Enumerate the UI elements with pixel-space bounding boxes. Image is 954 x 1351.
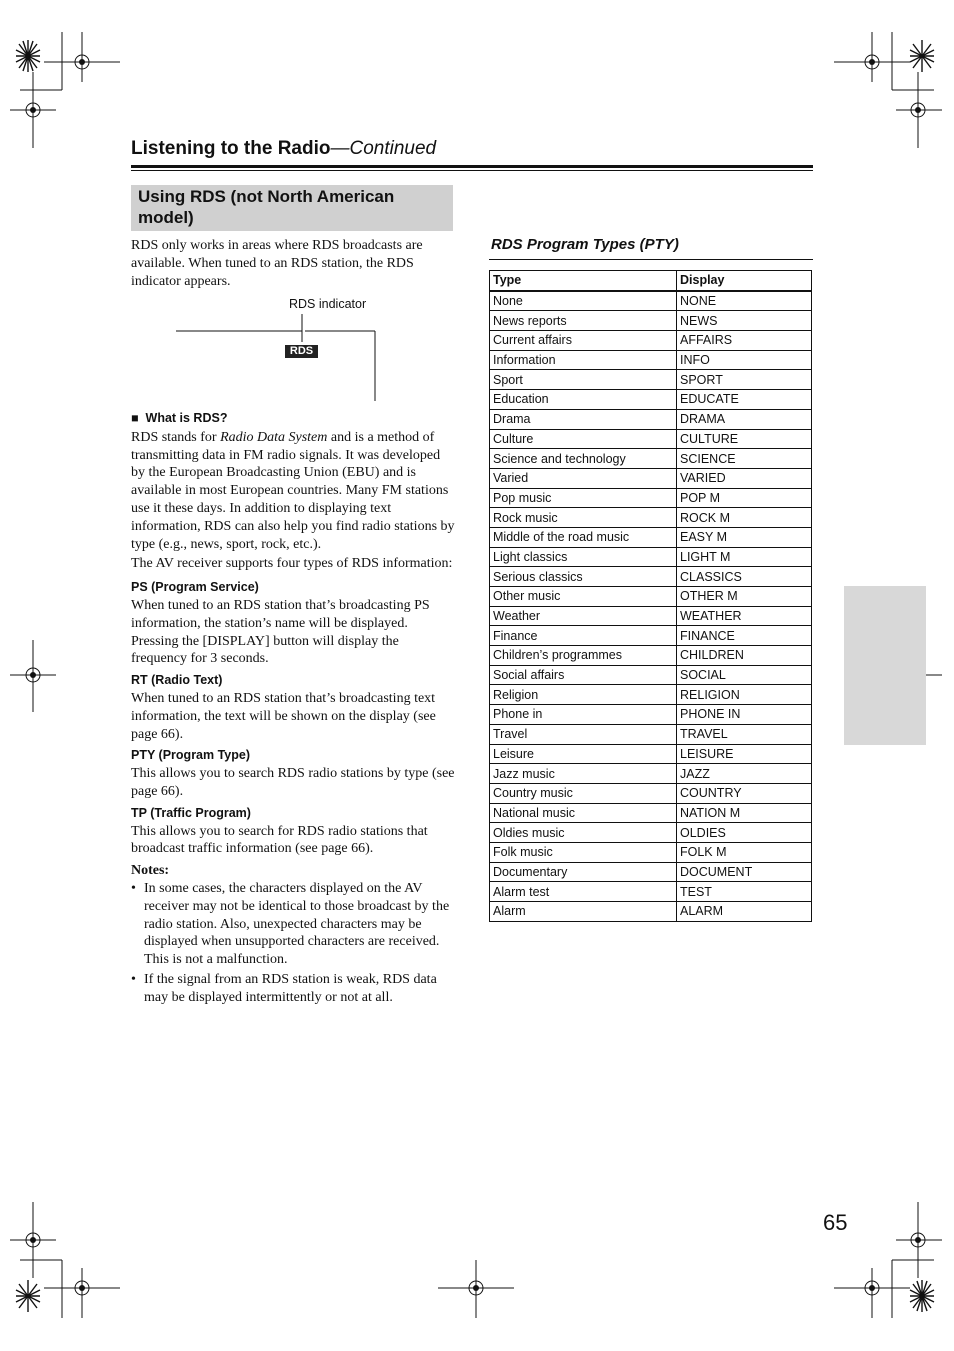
- pty-type-cell: Sport: [490, 370, 677, 390]
- table-row: [490, 390, 812, 410]
- table-row: [490, 587, 812, 607]
- rds-type-pty: [131, 747, 455, 800]
- pty-display-cell: LEISURE: [677, 744, 812, 764]
- rds-type-text: When tuned to an RDS station that’s broadcasting text information, the text will be shown on the display (see page 66).: [131, 690, 436, 742]
- pty-type-cell: Leisure: [490, 744, 677, 764]
- rds-type-heading: TP (Traffic Program): [131, 805, 251, 820]
- rds-type-rt: [131, 672, 455, 743]
- pty-type-cell: Children’s programmes: [490, 646, 677, 666]
- pty-type-cell: Current affairs: [490, 331, 677, 351]
- rds-type-heading: PS (Program Service): [131, 580, 259, 595]
- para1-italic: Radio Data System: [220, 429, 328, 445]
- pty-display-cell: SCIENCE: [677, 449, 812, 469]
- table-row: [490, 803, 812, 823]
- page-header-title: [131, 138, 436, 160]
- pty-display-cell: TRAVEL: [677, 724, 812, 744]
- pty-type-cell: Social affairs: [490, 665, 677, 685]
- table-row: [490, 646, 812, 666]
- table-row: [490, 468, 812, 488]
- pty-type-cell: Pop music: [490, 488, 677, 508]
- pty-type-cell: Light classics: [490, 547, 677, 567]
- pty-display-cell: ALARM: [677, 902, 812, 922]
- pty-type-cell: News reports: [490, 311, 677, 331]
- pty-display-cell: LIGHT M: [677, 547, 812, 567]
- pty-display-cell: COUNTRY: [677, 783, 812, 803]
- pty-display-cell: ROCK M: [677, 508, 812, 528]
- pty-display-cell: INFO: [677, 350, 812, 370]
- table-row: [490, 350, 812, 370]
- pty-display-cell: VARIED: [677, 468, 812, 488]
- pty-table-header-row: [490, 271, 812, 291]
- header-title-text: Listening to the Radio: [131, 138, 331, 159]
- table-row: [490, 626, 812, 646]
- table-row: [490, 783, 812, 803]
- pty-display-cell: POP M: [677, 488, 812, 508]
- pty-display-cell: DRAMA: [677, 409, 812, 429]
- pty-display-cell: NONE: [677, 291, 812, 311]
- column-header-display: Display: [677, 271, 812, 291]
- header-rule: [131, 165, 813, 168]
- para1-before: RDS stands for: [131, 429, 221, 445]
- pty-display-cell: JAZZ: [677, 764, 812, 784]
- table-row: [490, 665, 812, 685]
- pty-display-cell: AFFAIRS: [677, 331, 812, 351]
- pty-display-cell: OLDIES: [677, 823, 812, 843]
- pty-table: [489, 270, 812, 922]
- rds-type-heading: PTY (Program Type): [131, 748, 251, 763]
- para1-after: and is a method of transmitting data in FM radio signals. It was developed by the European Broadcasting Union (EBU) and is available in most European countries. Many FM stations use it these days. In addition to displaying text information, RDS can also help you find radio stations by type (e.g., news, sport, rock, etc.).: [131, 429, 455, 552]
- notes-heading: Notes:: [131, 863, 170, 879]
- pty-type-cell: None: [490, 291, 677, 311]
- table-row: [490, 331, 812, 351]
- pty-type-cell: Culture: [490, 429, 677, 449]
- pty-display-cell: FOLK M: [677, 842, 812, 862]
- pty-type-cell: Travel: [490, 724, 677, 744]
- pty-type-cell: National music: [490, 803, 677, 823]
- table-row: [490, 882, 812, 902]
- table-row: [490, 547, 812, 567]
- pty-display-cell: SOCIAL: [677, 665, 812, 685]
- pty-display-cell: EDUCATE: [677, 390, 812, 410]
- pty-type-cell: Alarm: [490, 902, 677, 922]
- pty-display-cell: FINANCE: [677, 626, 812, 646]
- pty-display-cell: CULTURE: [677, 429, 812, 449]
- pty-display-cell: NEWS: [677, 311, 812, 331]
- pty-type-cell: Alarm test: [490, 882, 677, 902]
- pty-type-cell: Phone in: [490, 705, 677, 725]
- note-item: • If the signal from an RDS station is weak, RDS data may be displayed intermittently or not at all.: [131, 971, 455, 1007]
- section-title: Using RDS (not North American model): [138, 187, 395, 227]
- pty-type-cell: Education: [490, 390, 677, 410]
- intro-paragraph: RDS only works in areas where RDS broadcasts are available. When tuned to an RDS station, the RDS indicator appears.: [131, 238, 423, 289]
- pty-display-cell: WEATHER: [677, 606, 812, 626]
- pty-display-cell: RELIGION: [677, 685, 812, 705]
- pty-display-cell: DOCUMENT: [677, 862, 812, 882]
- what-is-rds-paragraph: [131, 429, 455, 554]
- pty-table-title: RDS Program Types (PTY): [491, 236, 679, 253]
- what-is-rds-heading: [131, 410, 455, 428]
- rds-indicator-label: RDS indicator: [289, 297, 367, 311]
- table-row: [490, 764, 812, 784]
- pty-display-cell: SPORT: [677, 370, 812, 390]
- table-row: [490, 606, 812, 626]
- pty-type-cell: Serious classics: [490, 567, 677, 587]
- table-row: [490, 902, 812, 922]
- table-row: [490, 449, 812, 469]
- rds-type-text: When tuned to an RDS station that’s broadcasting PS information, the station’s name will be displayed. Pressing the [DISPLAY] button will display the frequency for 3 seconds.: [131, 597, 430, 667]
- square-bullet-icon: ■: [131, 411, 139, 425]
- table-row: [490, 409, 812, 429]
- column-header-type: Type: [490, 271, 677, 291]
- pty-type-cell: Weather: [490, 606, 677, 626]
- rds-types-intro: The AV receiver supports four types of RDS information:: [131, 556, 453, 572]
- chapter-side-tab: [844, 586, 926, 745]
- table-row: [490, 527, 812, 547]
- table-row: [490, 311, 812, 331]
- pty-type-cell: Finance: [490, 626, 677, 646]
- pty-type-cell: Science and technology: [490, 449, 677, 469]
- pty-type-cell: Information: [490, 350, 677, 370]
- pty-display-cell: CHILDREN: [677, 646, 812, 666]
- pty-display-cell: EASY M: [677, 527, 812, 547]
- display-diagram: [170, 312, 380, 404]
- pty-title-rule: [489, 259, 813, 260]
- table-row: [490, 508, 812, 528]
- pty-type-cell: Other music: [490, 587, 677, 607]
- table-row: [490, 370, 812, 390]
- header-continued: —Continued: [330, 138, 437, 159]
- pty-type-cell: Varied: [490, 468, 677, 488]
- pty-type-cell: Documentary: [490, 862, 677, 882]
- pty-type-cell: Oldies music: [490, 823, 677, 843]
- page-number: 65: [823, 1210, 848, 1235]
- rds-type-text: This allows you to search RDS radio stations by type (see page 66).: [131, 766, 455, 799]
- pty-type-cell: Middle of the road music: [490, 527, 677, 547]
- table-row: [490, 567, 812, 587]
- pty-type-cell: Folk music: [490, 842, 677, 862]
- table-row: [490, 842, 812, 862]
- rds-indicator-badge: RDS: [285, 345, 318, 358]
- note-item: • In some cases, the characters displayed on the AV receiver may not be identical to those broadcast by the radio station. Also, unexpected characters may be displayed when unsupported characters are received. This is not a malfunction.: [131, 880, 455, 969]
- table-row: [490, 862, 812, 882]
- pty-display-cell: PHONE IN: [677, 705, 812, 725]
- table-row: [490, 724, 812, 744]
- table-row: [490, 705, 812, 725]
- pty-table-body: [490, 291, 812, 922]
- rds-type-heading: RT (Radio Text): [131, 673, 223, 688]
- table-row: [490, 823, 812, 843]
- pty-type-cell: Country music: [490, 783, 677, 803]
- table-row: [490, 685, 812, 705]
- pty-type-cell: Religion: [490, 685, 677, 705]
- notes-section: [131, 862, 455, 1006]
- table-row: [490, 488, 812, 508]
- table-row: [490, 291, 812, 311]
- table-row: [490, 429, 812, 449]
- pty-display-cell: CLASSICS: [677, 567, 812, 587]
- pty-display-cell: NATION M: [677, 803, 812, 823]
- pty-type-cell: Jazz music: [490, 764, 677, 784]
- table-row: [490, 744, 812, 764]
- rds-type-text: This allows you to search for RDS radio stations that broadcast traffic information (see page 66).: [131, 823, 428, 857]
- pty-display-cell: TEST: [677, 882, 812, 902]
- pty-type-cell: Rock music: [490, 508, 677, 528]
- pty-display-cell: OTHER M: [677, 587, 812, 607]
- rds-type-ps: [131, 579, 455, 668]
- what-is-rds-section: [131, 410, 455, 1007]
- rds-type-tp: [131, 805, 455, 858]
- header-rule-thin: [131, 170, 813, 171]
- what-is-rds-heading-text: What is RDS?: [145, 411, 228, 425]
- pty-type-cell: Drama: [490, 409, 677, 429]
